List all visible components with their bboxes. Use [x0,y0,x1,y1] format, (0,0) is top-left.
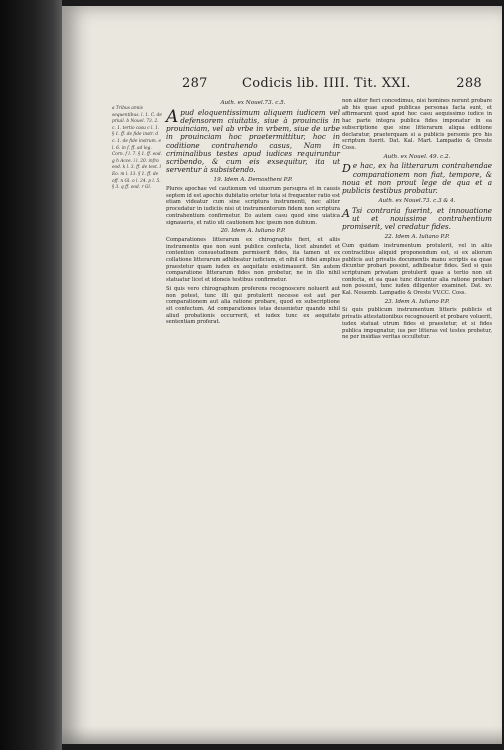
auth-heading: Auth. ex Nouel.73. c.5. [220,100,286,106]
law-heading-23: 23. Idem A. Iuliano P.P. [384,298,450,305]
lead-text-right-2: Tsi contraria fuerint, et innouatione ut et nouissime contrahentium promiserit, vel credatur fides. [342,205,492,232]
auth-heading-right: Auth. ex Nouel. 49. c.2. [383,153,451,160]
auth-heading-right-2: Auth. ex Nouel.73. c.3 & 4. [378,198,456,205]
book-page [62,6,502,744]
law-paragraph-21: Si quis vero chirographum proferens recognoscere noluerit aut non potest, tunc illi qui protulerit necesse est aut per comparationem aut alia ratione probare, quod ex subscriptione sit confectum. Ad comparationes istas deuenietur quando nihil aliud probationis occurrerit, et iudex tunc ex aequitate sententiam proferat. [166,285,340,326]
law-heading-19: 19. Idem A. Demostheni P.P. [213,177,293,184]
law-heading-22: 22. Idem A. Iuliano P.P. [384,234,450,241]
right-page-number: 288 [456,76,482,91]
drop-cap: A [166,106,179,127]
right-text-column [342,98,492,343]
drop-cap-right: D [342,162,351,176]
continuation-paragraph: non aliter fieri concedimus, nisi homines norunt probare ab his quae apud publicas personas facta sunt, et affirmarunt quod apud hoc casu aequissimo iudice in hac parte integra publica fides imponatur in ea subscriptione que sine litterarum aliqua editione declaratur, praeterquam si a publicis personis pro his scriptum fuerit. Dat. Kal. Mart. Lampadio & Oreste Coss. [342,98,492,151]
law-paragraph-22: Cum quidam instrumentum protulerit, vel in aliis contractibus aliquid proponendum est, si ex aliorum publicis aut privatis documentis manu scriptis ea quae dicuntur probari possint, adhibeatur fides. Sed si quis scripturam privatam protulerit quae a tertio non sit confecta, et ea quae tunc dicuntur alia ratione probari non possunt, tunc iudex diligenter examinet. Dat. xv. Kal. Nouemb. Lampadio & Oreste VV.CC. Coss. [342,243,492,297]
lead-paragraph-right [342,162,492,195]
law-heading-20: 20. Idem A. Iuliano P.P. [220,228,286,235]
law-paragraph-19: Plures apochae vel cautionum vel uiuorum persupra et in causis septem id est apochis dubitatio orietur tota si frequenter ratio est etiam videatur cum sine scriptura instrumenti, nec aliter procedatur in iudiciis nisi ut instrumentorum fidem non scriptura contrahentium confirmetur. Eo autem casu quod sine uiatica signaueris, et ratio uti cautionem hoc ipsum non dubium. [166,186,340,226]
lead-text-right: e hac, ex ha litterarum contrahendae comparationem non fiat, tempore, & noua et non prout lege de qua et a publicis testibus probatur. [342,161,492,195]
page-bottom-shadow [62,726,502,744]
law-paragraph-23: Si quis publicum instrumentum litteris publicis et privatis attestationibus recognouerit et probare voluerit, iudex statuat utrum fides ei praestetur, et si fides publica impugnatur, ius per litteras vel testes probetur, ne per insidias veritas occultetur. [342,307,492,341]
left-text-column [166,98,340,328]
drop-cap-right-2: A [342,206,350,220]
law-paragraph-20: Comparationes litterarum ex chirographis fieri, et aliis instrumentis que non sunt publice confecta, licet abundet et contention consuetudinem permiserit fides, ita tamen ut ex collatione litterarum adhibeatur iudicium, et nihil ei fidei amplius praestetur quam iudex ex aequitate existimauerit. Sin autem comparatione litterarum fides non probetur, ne in illo nihil statuatur licet et idoneis testibus confirmetur. [166,236,340,284]
margin-notes: a Tribus annis sequentibus. l. 1. C. de priuil. b Nouel. 73. 2. c. 1. tertio casu c l. 1. § 1. ff. de fide instr. d c. 1. de fide instrum. e l. 6. in f. ff. ad leg. Corn. f l. 7. § 1. ff. eod. g h Acce. i l. 20. infra eod. k l. 3. ff. de test. l Eo. m l. 13. § 1. ff. de off. n Gl. o l. 24. p l. 5. § 3. q ff. eod. r Gl. [112,106,162,191]
book-spine-shadow [0,0,62,750]
lead-paragraph-right-2 [342,207,492,232]
running-title: Codicis lib. IIII. Tit. XXI. [242,76,411,91]
lead-paragraph [166,106,340,175]
left-page-number: 287 [182,76,208,91]
page-header [182,76,482,96]
lead-text: pud eloquentissimum aliquem iudicem vel defensorem ciuitatis, siue à prouinciis in prouinciam, vel ab vrbe in vrbem, siue de urbe in prouinciam hoc praetermittitur, hoc in coditione contrahendo casus, Nam in criminalibus testes apud iudices requiruntur scribendo, & cum eis exsequitur, ita ut serventur à subsistendo. [166,107,340,175]
